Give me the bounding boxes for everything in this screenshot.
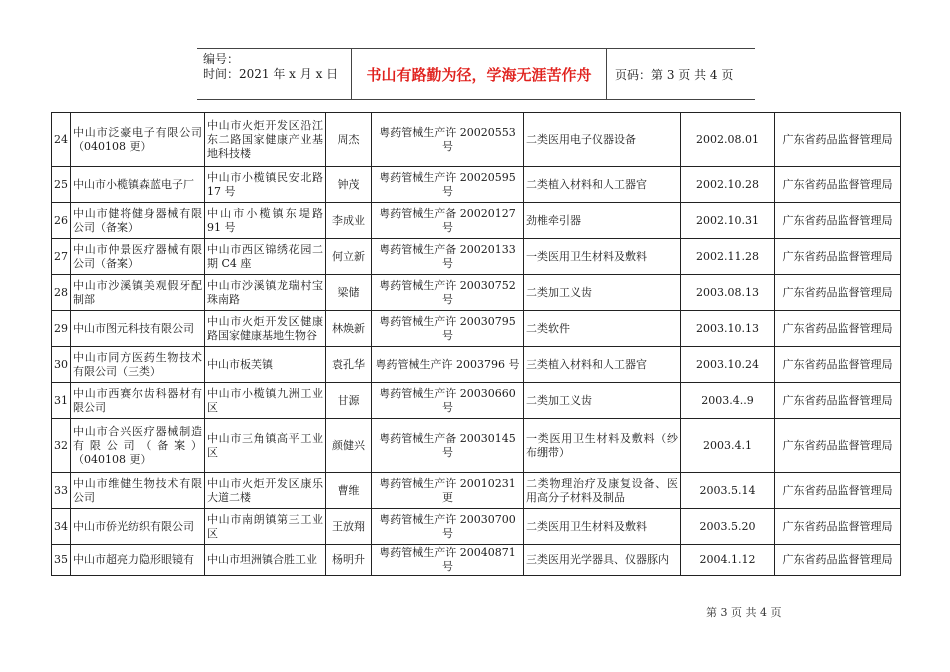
company-address: 中山市板芙镇 [205, 347, 326, 383]
company-name: 中山市泛豪电子有限公司（040108 更） [71, 113, 205, 167]
production-scope: 二类加工义齿 [524, 383, 681, 419]
license-number: 粤药管械生产许 20030700 号 [372, 509, 524, 545]
company-name: 中山市健将健身器械有限公司（备案） [71, 203, 205, 239]
issue-date: 2003.10.13 [681, 311, 775, 347]
issue-date: 2003.10.24 [681, 347, 775, 383]
license-number: 粤药管械生产备 20030145 号 [372, 419, 524, 473]
company-name: 中山市维健生物技术有限公司 [71, 473, 205, 509]
issue-date: 2004.1.12 [681, 545, 775, 576]
row-number: 35 [52, 545, 71, 576]
legal-person: 周杰 [326, 113, 372, 167]
company-address: 中山市三角镇高平工业区 [205, 419, 326, 473]
company-name: 中山市沙溪镇美观假牙配制部 [71, 275, 205, 311]
table-row [52, 167, 901, 203]
legal-person: 梁储 [326, 275, 372, 311]
license-number: 粤药管械生产备 20020127 号 [372, 203, 524, 239]
footer-page-number: 第 3 页 共 4 页 [706, 606, 782, 619]
issuing-authority: 广东省药品监督管理局 [775, 167, 901, 203]
legal-person: 颜健兴 [326, 419, 372, 473]
company-name: 中山市同方医药生物技术有限公司（三类） [71, 347, 205, 383]
company-name: 中山市西赛尔齿科器材有限公司 [71, 383, 205, 419]
issue-date: 2002.10.31 [681, 203, 775, 239]
header-meta [197, 49, 352, 99]
legal-person: 甘源 [326, 383, 372, 419]
header-motto: 书山有路勤为径，学海无涯苦作舟 [352, 49, 607, 99]
table-row [52, 347, 901, 383]
row-number: 30 [52, 347, 71, 383]
production-scope: 三类医用光学器具、仪器豚内 [524, 545, 681, 576]
issue-date: 2003.5.14 [681, 473, 775, 509]
issue-date: 2003.5.20 [681, 509, 775, 545]
document-number-label: 编号： [203, 52, 240, 66]
issuing-authority: 广东省药品监督管理局 [775, 311, 901, 347]
row-number: 26 [52, 203, 71, 239]
issue-date: 2002.11.28 [681, 239, 775, 275]
issue-date: 2003.4..9 [681, 383, 775, 419]
row-number: 24 [52, 113, 71, 167]
issuing-authority: 广东省药品监督管理局 [775, 383, 901, 419]
table-row [52, 203, 901, 239]
license-number: 粤药管械生产许 20020595 号 [372, 167, 524, 203]
legal-person: 林焕新 [326, 311, 372, 347]
company-address: 中山市小榄镇九洲工业区 [205, 383, 326, 419]
company-name: 中山市图元科技有限公司 [71, 311, 205, 347]
production-scope: 二类医用卫生材料及敷料 [524, 509, 681, 545]
table-row [52, 545, 901, 576]
table-row [52, 113, 901, 167]
company-address: 中山市坦洲镇合胜工业 [205, 545, 326, 576]
license-number: 粤药管械生产许 20040871 号 [372, 545, 524, 576]
row-number: 31 [52, 383, 71, 419]
issuing-authority: 广东省药品监督管理局 [775, 419, 901, 473]
company-address: 中山市沙溪镇龙瑞村宝珠南路 [205, 275, 326, 311]
license-number: 粤药管械生产许 2003796 号 [372, 347, 524, 383]
license-number: 粤药管械生产许 20030795 号 [372, 311, 524, 347]
table-row [52, 311, 901, 347]
production-scope: 一类医用卫生材料及敷料 [524, 239, 681, 275]
row-number: 29 [52, 311, 71, 347]
company-address: 中山市火炬开发区康乐大道二楼 [205, 473, 326, 509]
issue-date: 2002.10.28 [681, 167, 775, 203]
issuing-authority: 广东省药品监督管理局 [775, 347, 901, 383]
legal-person: 何立新 [326, 239, 372, 275]
license-number: 粤药管械生产备 20020133 号 [372, 239, 524, 275]
legal-person: 王放翔 [326, 509, 372, 545]
row-number: 28 [52, 275, 71, 311]
production-scope: 二类医用电子仪器设备 [524, 113, 681, 167]
row-number: 32 [52, 419, 71, 473]
issuing-authority: 广东省药品监督管理局 [775, 473, 901, 509]
issuing-authority: 广东省药品监督管理局 [775, 509, 901, 545]
issue-date: 2003.08.13 [681, 275, 775, 311]
company-address: 中山市西区锦绣花园二期 C4 座 [205, 239, 326, 275]
table-row [52, 275, 901, 311]
company-address: 中山市南朗镇第三工业区 [205, 509, 326, 545]
row-number: 34 [52, 509, 71, 545]
document-date-label: 时间：2021 年 x 月 x 日 [203, 67, 339, 81]
production-scope: 二类软件 [524, 311, 681, 347]
company-name: 中山市小榄镇森蓝电子厂 [71, 167, 205, 203]
issuing-authority: 广东省药品监督管理局 [775, 545, 901, 576]
legal-person: 曹维 [326, 473, 372, 509]
company-name: 中山市侨光纺织有限公司 [71, 509, 205, 545]
table-row [52, 383, 901, 419]
production-scope: 三类植入材料和人工器官 [524, 347, 681, 383]
header-page-number: 页码：第 3 页 共 4 页 [615, 67, 734, 82]
table-row [52, 239, 901, 275]
company-name: 中山市仲景医疗器械有限公司（备案） [71, 239, 205, 275]
legal-person: 袁孔华 [326, 347, 372, 383]
legal-person: 李成业 [326, 203, 372, 239]
company-address: 中山市小榄镇民安北路 17 号 [205, 167, 326, 203]
company-address: 中山市火炬开发区健康路国家健康基地生物谷 [205, 311, 326, 347]
row-number: 27 [52, 239, 71, 275]
table-row [52, 419, 901, 473]
row-number: 25 [52, 167, 71, 203]
production-scope: 一类医用卫生材料及敷料（纱布绷带） [524, 419, 681, 473]
registration-table [51, 112, 901, 576]
issue-date: 2002.08.01 [681, 113, 775, 167]
issue-date: 2003.4.1 [681, 419, 775, 473]
production-scope: 二类植入材料和人工器官 [524, 167, 681, 203]
issuing-authority: 广东省药品监督管理局 [775, 275, 901, 311]
company-address: 中山市小榄镇东堤路 91 号 [205, 203, 326, 239]
issuing-authority: 广东省药品监督管理局 [775, 203, 901, 239]
row-number: 33 [52, 473, 71, 509]
license-number: 粤药管械生产许 20020553 号 [372, 113, 524, 167]
page-header [197, 48, 755, 100]
company-address: 中山市火炬开发区沿江东二路国家健康产业基地科技楼 [205, 113, 326, 167]
license-number: 粤药管械生产许 20030660 号 [372, 383, 524, 419]
issuing-authority: 广东省药品监督管理局 [775, 239, 901, 275]
table-row [52, 473, 901, 509]
production-scope: 二类物理治疗及康复设备、医用高分子材料及制品 [524, 473, 681, 509]
issuing-authority: 广东省药品监督管理局 [775, 113, 901, 167]
legal-person: 杨明升 [326, 545, 372, 576]
production-scope: 劲椎牵引器 [524, 203, 681, 239]
company-name: 中山市超亮力隐形眼镜有 [71, 545, 205, 576]
table-row [52, 509, 901, 545]
license-number: 粤药管械生产许 20010231 更 [372, 473, 524, 509]
legal-person: 钟茂 [326, 167, 372, 203]
production-scope: 二类加工义齿 [524, 275, 681, 311]
company-name: 中山市合兴医疗器械制造有限公司（备案）（040108 更） [71, 419, 205, 473]
license-number: 粤药管械生产许 20030752 号 [372, 275, 524, 311]
